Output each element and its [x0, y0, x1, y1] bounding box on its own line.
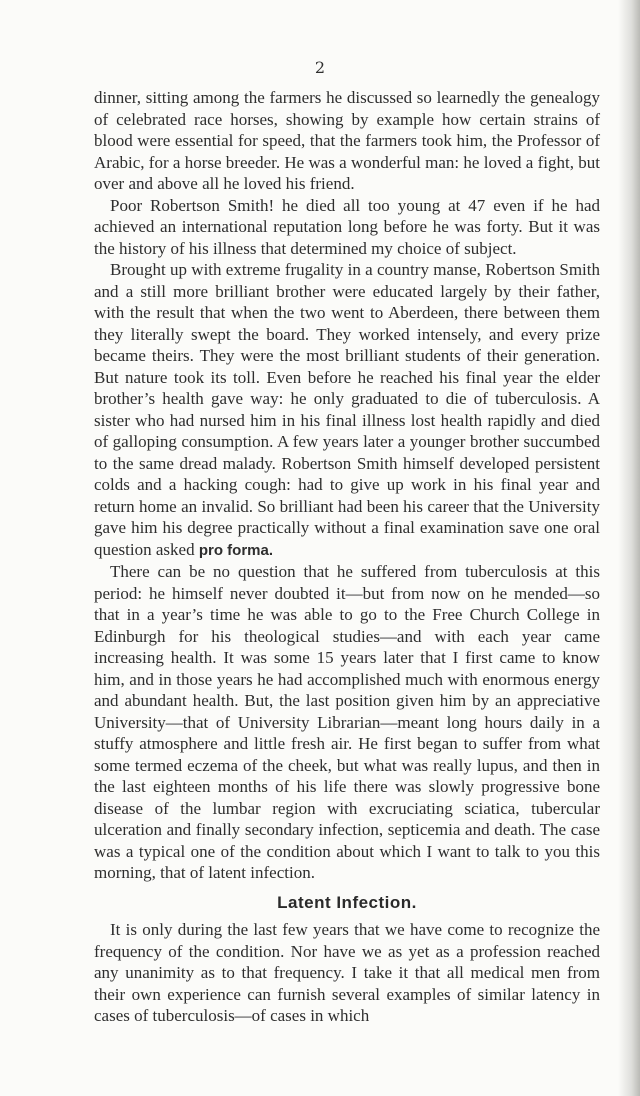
body-text — [94, 87, 600, 1027]
paragraph-5: It is only during the last few years that we have come to recognize the frequency of the condition. Nor have we as yet as a profession reached any unanimity as to that frequency. I take it that all medical men from their own experience can furnish several examples of similar latency in cases of tuberculosis—of cases in which — [94, 920, 600, 1025]
paragraph-4: There can be no question that he suffered from tuberculosis at this period: he himself never doubted it—but from now on he mended—so that in a year’s time he was able to go to the Free Church College in Edinburgh for his theological studies—and with each year came increasing health. It was some 15 years later that I first came to know him, and in those years he had accomplished much with enormous energy and abundant health. But, the last position given him by an appreciative University—that of University Librarian—meant long hours daily in a stuffy atmosphere and little fresh air. He first began to suffer from what some termed eczema of the cheek, but what was really lupus, and then in the last eighteen months of his life there was slowly progressive bone disease of the lumbar region with excruciating sciatica, tubercular ulceration and finally secondary infection, septicemia and death. The case was a typical one of the condition about which I want to talk to you this morning, that of latent infection. — [94, 562, 600, 882]
paragraph-3 — [94, 259, 600, 561]
paragraph-3-text: Brought up with extreme frugality in a country manse, Robertson Smith and a still more brilliant brother were educated largely by their father, with the result that when the two went to Aberdeen, there between them they literally swept the board. They worked intensely, and every prize became theirs. They were the most brilliant students of their generation. But nature took its toll. Even before he reached his final year the elder brother’s health gave way: he only graduated to die of tuberculosis. A sister who had nursed him in his final illness lost health rapidly and died of galloping consumption. A few years later a younger brother succumbed to the same dread malady. Robertson Smith himself developed persistent colds and a hacking cough: had to give up work in his final year and return home an invalid. So brilliant had been his career that the University gave him his degree practically without a final examination save one oral question asked — [94, 260, 600, 559]
page-number: 2 — [314, 58, 326, 77]
paragraph-1: dinner, sitting among the farmers he discussed so learnedly the genealogy of celebrated race horses, showing by example how certain strains of blood were essential for speed, that the farmers took him, the Professor of Arabic, for a horse breeder. He was a wonderful man: he loved a fight, but over and above all he loved his friend. — [94, 88, 600, 193]
emphasis-pro-forma: pro forma. — [198, 541, 274, 559]
section-heading: Latent Infection. — [277, 892, 417, 912]
page-edge-shadow — [618, 0, 640, 1096]
paragraph-2: Poor Robertson Smith! he died all too young at 47 even if he had achieved an international reputation long before he was forty. But it was the history of his illness that determined my choice of subject. — [94, 195, 600, 258]
